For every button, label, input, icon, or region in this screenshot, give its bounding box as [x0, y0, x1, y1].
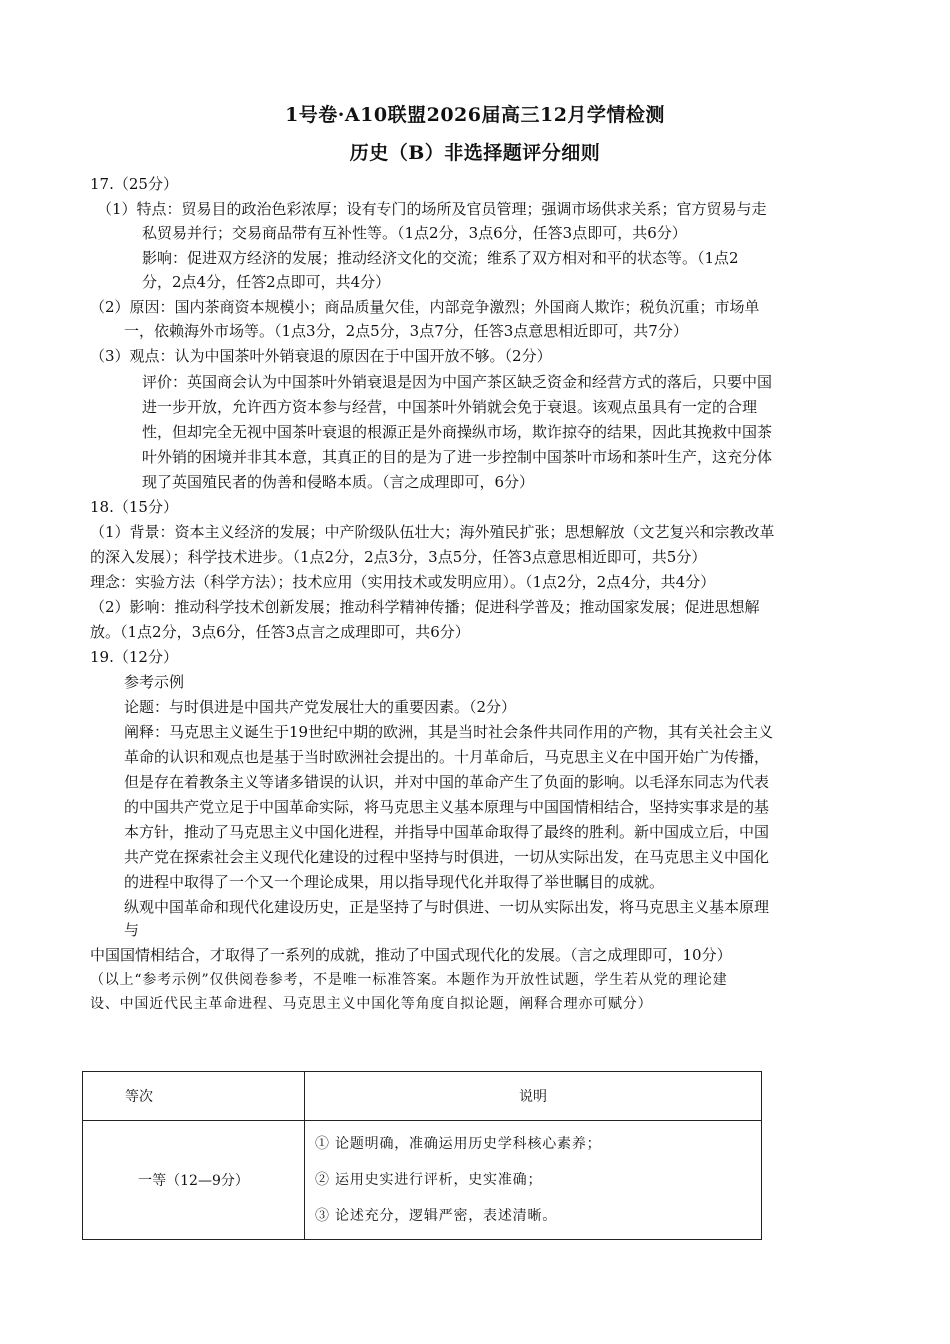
page-subtitle: 历史（B）非选择题评分细则: [349, 142, 601, 164]
q19-text-line: 纵观中国革命和现代化建设历史，正是坚持了与时俱进、一切从实际出发，将马克思主义基本原理: [124, 898, 770, 916]
table-header-description: 说明: [305, 1072, 762, 1121]
q17-text-line: 进一步开放，允许西方资本参与经营，中国茶叶外销就会免于衰退。该观点虽具有一定的合理: [142, 398, 758, 416]
criteria-item: ① 论题明确，准确运用历史学科核心素养；: [315, 1136, 602, 1152]
q17-text-line: （1）特点：贸易目的政治色彩浓厚；设有专门的场所及官员管理；强调市场供求关系；官方贸易与走: [97, 200, 767, 218]
q17-text-line: 性，但却完全无视中国茶叶衰退的根源正是外商操纵市场，欺诈掠夺的结果，因此其挽救中国茶: [142, 423, 773, 441]
table-cell-description: [305, 1121, 762, 1240]
q17-text-line: 叶外销的困境并非其本意，其真正的目的是为了进一步控制中国茶叶市场和茶叶生产，这充分体: [142, 448, 773, 466]
q19-text-line: 革命的认识和观点也是基于当时欧洲社会提出的。十月革命后，马克思主义在中国开始广为传播，: [124, 748, 770, 766]
criteria-item: ③ 论述充分，逻辑严密，表述清晰。: [315, 1208, 558, 1224]
table-cell-level: 一等（12—9分）: [83, 1121, 305, 1240]
q19-text-line: 与: [124, 921, 140, 939]
q17-text-line: 现了英国殖民者的伪善和侵略本质。（言之成理即可，6分）: [142, 473, 535, 491]
q17-text-line: 评价：英国商会认为中国茶叶外销衰退是因为中国产茶区缺乏资金和经营方式的落后，只要中国: [142, 373, 773, 391]
q19-text-line: 本方针，推动了马克思主义中国化进程，并指导中国革命取得了最终的胜利。新中国成立后，中国: [124, 823, 770, 841]
q17-text-line: 分，2点4分，任答2点即可，共4分）: [142, 273, 391, 291]
q19-text-line: 中国国情相结合，才取得了一系列的成就，推动了中国式现代化的发展。（言之成理即可，10分）: [90, 946, 732, 964]
q18-text-line: （2）影响：推动科学技术创新发展；推动科学精神传播；促进科学普及；推动国家发展；促进思想解: [90, 598, 760, 616]
page-title: 1号卷·A10联盟2026届高三12月学情检测: [285, 104, 665, 126]
q19-text-line: 阐释：马克思主义诞生于19世纪中期的欧洲，其是当时社会条件共同作用的产物，其有关社会主义: [124, 723, 774, 741]
q18-text-line: （1）背景：资本主义经济的发展；中产阶级队伍壮大；海外殖民扩张；思想解放（文艺复兴和宗教改革: [90, 523, 775, 541]
q19-text-line: 的进程中取得了一个又一个理论成果，用以指导现代化并取得了举世瞩目的成就。: [124, 873, 665, 891]
q17-heading: 17.（25分）: [90, 175, 178, 193]
q19-text-line: 但是存在着教条主义等诸多错误的认识，并对中国的革命产生了负面的影响。以毛泽东同志为代表: [124, 773, 770, 791]
criteria-item: ② 运用史实进行评析，史实准确；: [315, 1172, 543, 1188]
table-header-level: 等次: [83, 1072, 305, 1121]
table-header-row: [83, 1072, 762, 1121]
q19-note-line: （以上“参考示例”仅供阅卷参考，不是唯一标准答案。本题作为开放性试题，学生若从党的理论建: [90, 972, 728, 988]
q19-note-line: 设、中国近代民主革命进程、马克思主义中国化等角度自拟论题，阐释合理亦可赋分）: [90, 996, 653, 1012]
q18-heading: 18.（15分）: [90, 498, 178, 516]
q17-text-line: 私贸易并行；交易商品带有互补性等。（1点2分，3点6分，任答3点即可，共6分）: [142, 224, 687, 242]
q19-text-line: 的中国共产党立足于中国革命实际，将马克思主义基本原理与中国国情相结合，坚持实事求是的基: [124, 798, 770, 816]
q18-text-line: 理念：实验方法（科学方法）；技术应用（实用技术或发明应用）。（1点2分，2点4分，共4分）: [90, 573, 716, 591]
q19-text-line: 共产党在探索社会主义现代化建设的过程中坚持与时俱进，一切从实际出发，在马克思主义中国化: [124, 848, 770, 866]
q19-text-line: 论题：与时俱进是中国共产党发展壮大的重要因素。（2分）: [124, 698, 517, 716]
q17-text-line: （2）原因：国内茶商资本规模小；商品质量欠佳，内部竞争激烈；外国商人欺诈；税负沉重；市场单: [90, 298, 760, 316]
q17-text-line: 一，依赖海外市场等。（1点3分，2点5分，3点7分，任答3点意思相近即可，共7分）: [124, 322, 688, 340]
grading-table: [82, 1071, 762, 1240]
q19-heading: 19.（12分）: [90, 648, 178, 666]
table-row: [83, 1121, 762, 1240]
q19-text-line: 参考示例: [124, 673, 185, 691]
q17-text-line: （3）观点：认为中国茶叶外销衰退的原因在于中国开放不够。（2分）: [90, 347, 552, 365]
q18-text-line: 放。（1点2分，3点6分，任答3点言之成理即可，共6分）: [90, 623, 470, 641]
q17-text-line: 影响：促进双方经济的发展；推动经济文化的交流；维系了双方相对和平的状态等。（1点2: [142, 249, 739, 267]
q18-text-line: 的深入发展）；科学技术进步。（1点2分，2点3分，3点5分，任答3点意思相近即可，共5分）: [90, 548, 707, 566]
